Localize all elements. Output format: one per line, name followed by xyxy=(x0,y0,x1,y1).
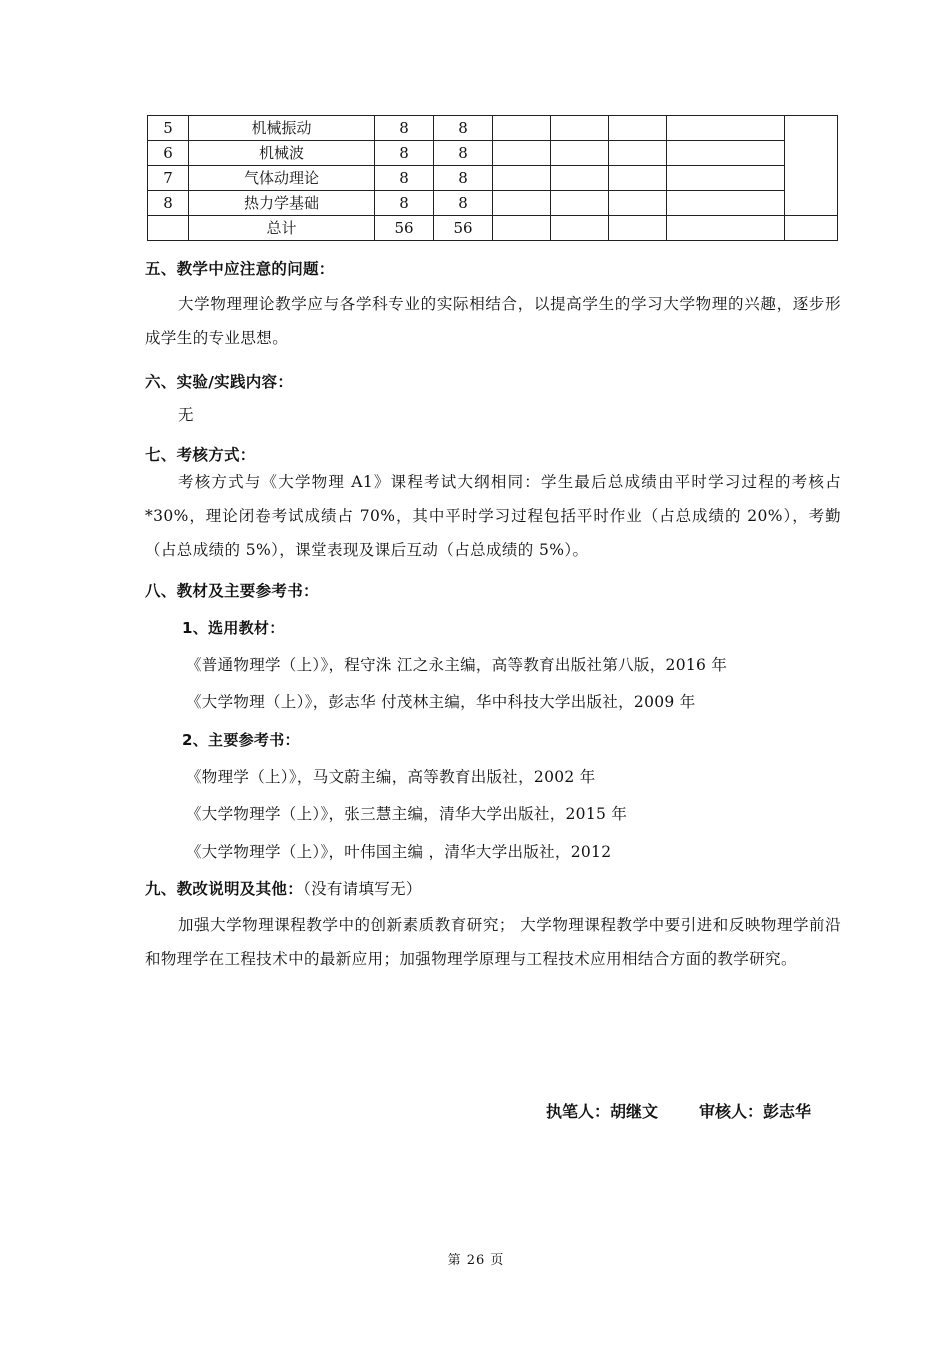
empty-cell xyxy=(493,141,551,166)
section-5-body: 大学物理理论教学应与各学科专业的实际相结合，以提高学生的学习大学物理的兴趣，逐步形成学生的专业思想。 xyxy=(145,295,841,347)
empty-cell xyxy=(148,216,189,241)
reference-item: 《大学物理学（上）》，叶伟国主编 ，清华大学出版社，2012 xyxy=(186,843,612,861)
lecture-hours: 8 xyxy=(434,141,493,166)
row-number: 6 xyxy=(148,141,189,166)
lecture-hours-sum: 56 xyxy=(434,216,493,241)
writer-signature: 执笔人：胡继文 xyxy=(546,1102,659,1121)
total-label: 总计 xyxy=(189,216,375,241)
reference-subheading: 2、主要参考书： xyxy=(182,731,300,749)
empty-cell xyxy=(667,191,785,216)
table-row xyxy=(148,166,838,191)
empty-cell xyxy=(493,191,551,216)
reviewer-signature: 审核人：彭志华 xyxy=(699,1102,812,1121)
section-5-heading: 五、教学中应注意的问题： xyxy=(145,260,335,278)
section-8-heading: 八、教材及主要参考书： xyxy=(145,582,319,600)
empty-cell xyxy=(493,166,551,191)
reference-item: 《物理学（上）》，马文蔚主编，高等教育出版社，2002 年 xyxy=(186,768,596,786)
hours-table xyxy=(147,115,838,241)
empty-cell xyxy=(493,216,551,241)
section-7-heading: 七、考核方式： xyxy=(145,446,256,464)
section-6-body: 无 xyxy=(178,406,194,424)
lecture-hours: 8 xyxy=(434,191,493,216)
total-hours-sum: 56 xyxy=(375,216,434,241)
section-9-body: 加强大学物理课程教学中的创新素质教育研究； 大学物理课程教学中要引进和反映物理学前沿和物理学在工程技术中的最新应用；加强物理学原理与工程技术应用相结合方面的教学研究。 xyxy=(145,916,841,968)
empty-cell xyxy=(609,216,667,241)
chapter-name: 机械振动 xyxy=(189,116,375,141)
empty-cell xyxy=(667,116,785,141)
row-number: 7 xyxy=(148,166,189,191)
empty-cell xyxy=(609,141,667,166)
section-7-body: 考核方式与《大学物理 A1》课程考试大纲相同：学生最后总成绩由平时学习过程的考核占*30%，理论闭卷考试成绩占 70%，其中平时学习过程包括平时作业（占总成绩的 20%），考勤（占总成绩的 5%），课堂表现及课后互动（占总成绩的 5%）。 xyxy=(145,473,841,559)
lecture-hours: 8 xyxy=(434,166,493,191)
total-hours: 8 xyxy=(375,116,434,141)
section-9-heading-title: 九、教改说明及其他： xyxy=(145,880,304,898)
empty-cell xyxy=(609,191,667,216)
empty-cell xyxy=(609,116,667,141)
total-hours: 8 xyxy=(375,166,434,191)
lecture-hours: 8 xyxy=(434,116,493,141)
reference-item: 《大学物理学（上）》，张三慧主编，清华大学出版社，2015 年 xyxy=(186,805,628,823)
total-hours: 8 xyxy=(375,191,434,216)
section-9-heading xyxy=(145,877,841,899)
chapter-name: 机械波 xyxy=(189,141,375,166)
empty-cell xyxy=(667,166,785,191)
table-row xyxy=(148,116,838,141)
table-row xyxy=(148,141,838,166)
empty-cell xyxy=(785,216,838,241)
empty-cell xyxy=(609,166,667,191)
total-hours: 8 xyxy=(375,141,434,166)
textbook-item: 《普通物理学（上）》，程守洙 江之永主编，高等教育出版社第八版，2016 年 xyxy=(186,656,728,674)
empty-cell xyxy=(551,166,609,191)
row-number: 5 xyxy=(148,116,189,141)
table-row xyxy=(148,191,838,216)
textbook-item: 《大学物理（上）》，彭志华 付茂林主编，华中科技大学出版社，2009 年 xyxy=(186,693,696,711)
page-number: 第 26 页 xyxy=(447,1253,505,1268)
empty-cell xyxy=(551,191,609,216)
merged-empty-cell xyxy=(785,116,838,216)
section-9-heading-note: （没有请填写无） xyxy=(303,880,422,898)
table-total-row xyxy=(148,216,838,241)
empty-cell xyxy=(667,216,785,241)
empty-cell xyxy=(551,116,609,141)
section-6-heading: 六、实验/实践内容： xyxy=(145,373,294,391)
empty-cell xyxy=(551,141,609,166)
row-number: 8 xyxy=(148,191,189,216)
textbook-subheading: 1、选用教材： xyxy=(182,619,285,637)
empty-cell xyxy=(493,116,551,141)
empty-cell xyxy=(551,216,609,241)
empty-cell xyxy=(667,141,785,166)
chapter-name: 气体动理论 xyxy=(189,166,375,191)
chapter-name: 热力学基础 xyxy=(189,191,375,216)
